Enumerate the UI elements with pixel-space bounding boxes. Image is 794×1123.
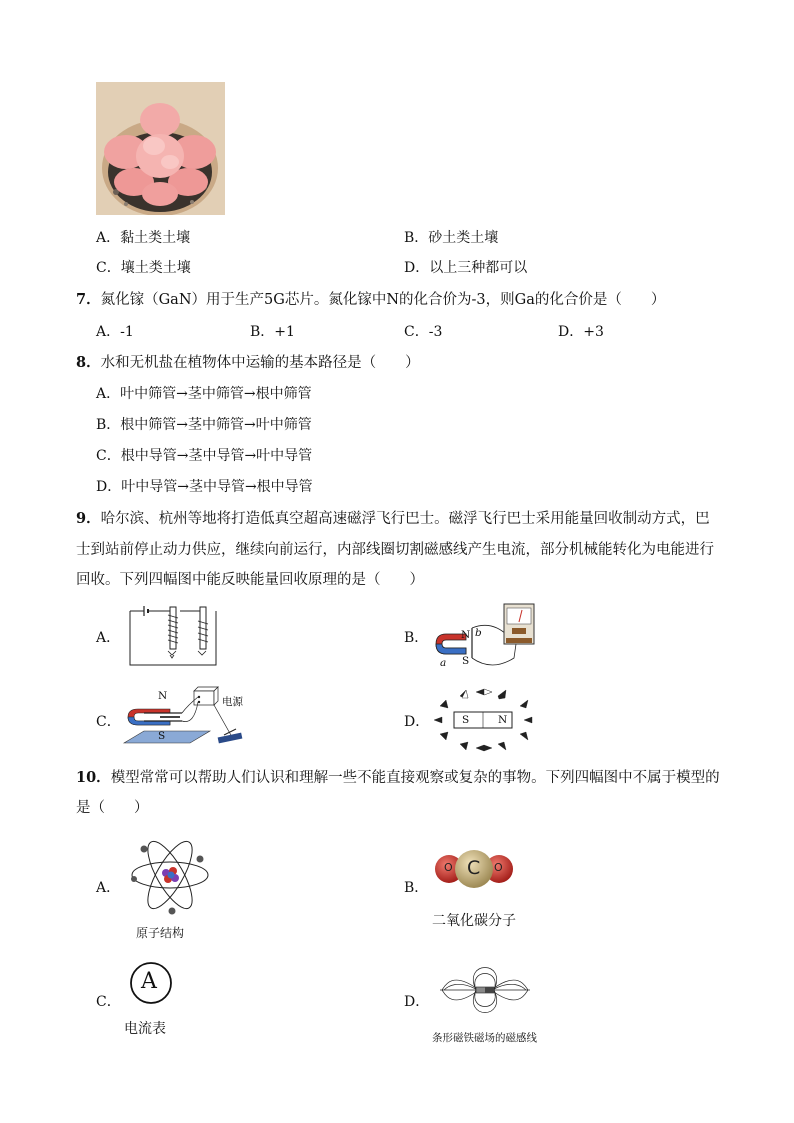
q8-text: 水和无机盐在植物体中运输的基本路径是（ ） <box>100 355 420 371</box>
q7-option-c[interactable]: C．-3 <box>404 324 443 340</box>
q10-caption-a: 原子结构 <box>136 926 185 940</box>
co2-label-c: C <box>467 857 481 879</box>
q9-number: 9． <box>76 510 101 527</box>
fig-d-label-s: S <box>462 714 470 726</box>
fig-b-label-a: a <box>440 657 447 669</box>
q10-figure-c-ammeter-symbol <box>128 960 174 1006</box>
q10-number: 10． <box>76 769 111 786</box>
q6-option-d[interactable]: D．以上三种都可以 <box>404 260 528 276</box>
q7-stem <box>76 290 665 310</box>
q9-figure-c-motor <box>120 685 250 753</box>
fig-c-label-power: 电源 <box>222 696 243 708</box>
q9-option-a[interactable]: A． <box>96 630 121 646</box>
succulent-photo <box>96 82 225 215</box>
q9-text-1: 哈尔滨、杭州等地将打造低真空超高速磁浮飞行巴士。磁浮飞行巴士采用能量回收制动方式，巴 <box>100 511 710 527</box>
q10-figure-d-field-lines <box>440 958 530 1022</box>
q9-stem-line1 <box>76 509 710 529</box>
q10-caption-b: 二氧化碳分子 <box>432 913 516 929</box>
q8-stem <box>76 353 420 373</box>
co2-label-o-left: O <box>444 861 453 874</box>
q10-stem-line1 <box>76 768 720 788</box>
q10-figure-a-atom <box>128 833 212 917</box>
q8-option-d[interactable]: D．叶中导管→茎中导管→根中导管 <box>96 479 313 495</box>
co2-label-o-right: O <box>494 861 503 874</box>
q9-figure-d-compasses <box>432 686 536 752</box>
q6-option-c[interactable]: C．壤土类土壤 <box>96 260 191 276</box>
q6-option-b[interactable]: B．砂土类土壤 <box>404 230 499 246</box>
q10-caption-c: 电流表 <box>124 1021 166 1037</box>
q9-option-c[interactable]: C． <box>96 714 121 730</box>
fig-c-label-n: N <box>158 690 168 702</box>
q7-number: 7． <box>76 291 101 308</box>
q10-option-b[interactable]: B． <box>404 880 429 896</box>
q6-option-a[interactable]: A．黏土类土壤 <box>96 230 191 246</box>
q9-option-b[interactable]: B． <box>404 630 429 646</box>
fig-b-label-s: S <box>462 655 470 667</box>
q8-option-a[interactable]: A．叶中筛管→茎中筛管→根中筛管 <box>96 386 312 402</box>
q10-text-1: 模型常常可以帮助人们认识和理解一些不能直接观察或复杂的事物。下列四幅图中不属于模型的 <box>110 770 720 786</box>
q9-option-d[interactable]: D． <box>404 714 430 730</box>
q10-option-d[interactable]: D． <box>404 994 430 1010</box>
q10-option-c[interactable]: C． <box>96 994 121 1010</box>
q8-option-c[interactable]: C．根中导管→茎中导管→叶中导管 <box>96 448 313 464</box>
fig-c-label-s: S <box>158 730 166 742</box>
q8-number: 8． <box>76 354 101 371</box>
q10-option-a[interactable]: A． <box>96 880 121 896</box>
q9-figure-a-electromagnets <box>124 603 222 669</box>
q9-stem-line2: 士到站前停止动力供应，继续向前运行，内部线圈切割磁感线产生电流，部分机械能转化为电能进行 <box>76 542 714 558</box>
q7-option-b[interactable]: B．+1 <box>250 324 295 340</box>
q8-option-b[interactable]: B．根中筛管→茎中筛管→叶中筛管 <box>96 417 312 433</box>
q9-figure-b-generator <box>432 600 540 672</box>
fig-d-label-n: N <box>498 714 508 726</box>
q7-text: 氮化镓（GaN）用于生产5G芯片。氮化镓中N的化合价为-3，则Ga的化合价是（ ） <box>100 292 666 308</box>
q7-option-d[interactable]: D．+3 <box>558 324 604 340</box>
q10-caption-d: 条形磁铁磁场的磁感线 <box>432 1032 537 1044</box>
q10-figure-b-co2 <box>434 846 514 892</box>
q7-option-a[interactable]: A．-1 <box>96 324 134 340</box>
fig-b-label-b: b <box>475 627 482 639</box>
fig-b-label-n: N <box>461 629 471 641</box>
ammeter-letter: A <box>141 969 157 994</box>
q9-stem-line3: 回收。下列四幅图中能反映能量回收原理的是（ ） <box>76 572 424 588</box>
q10-stem-line2: 是（ ） <box>76 800 149 816</box>
